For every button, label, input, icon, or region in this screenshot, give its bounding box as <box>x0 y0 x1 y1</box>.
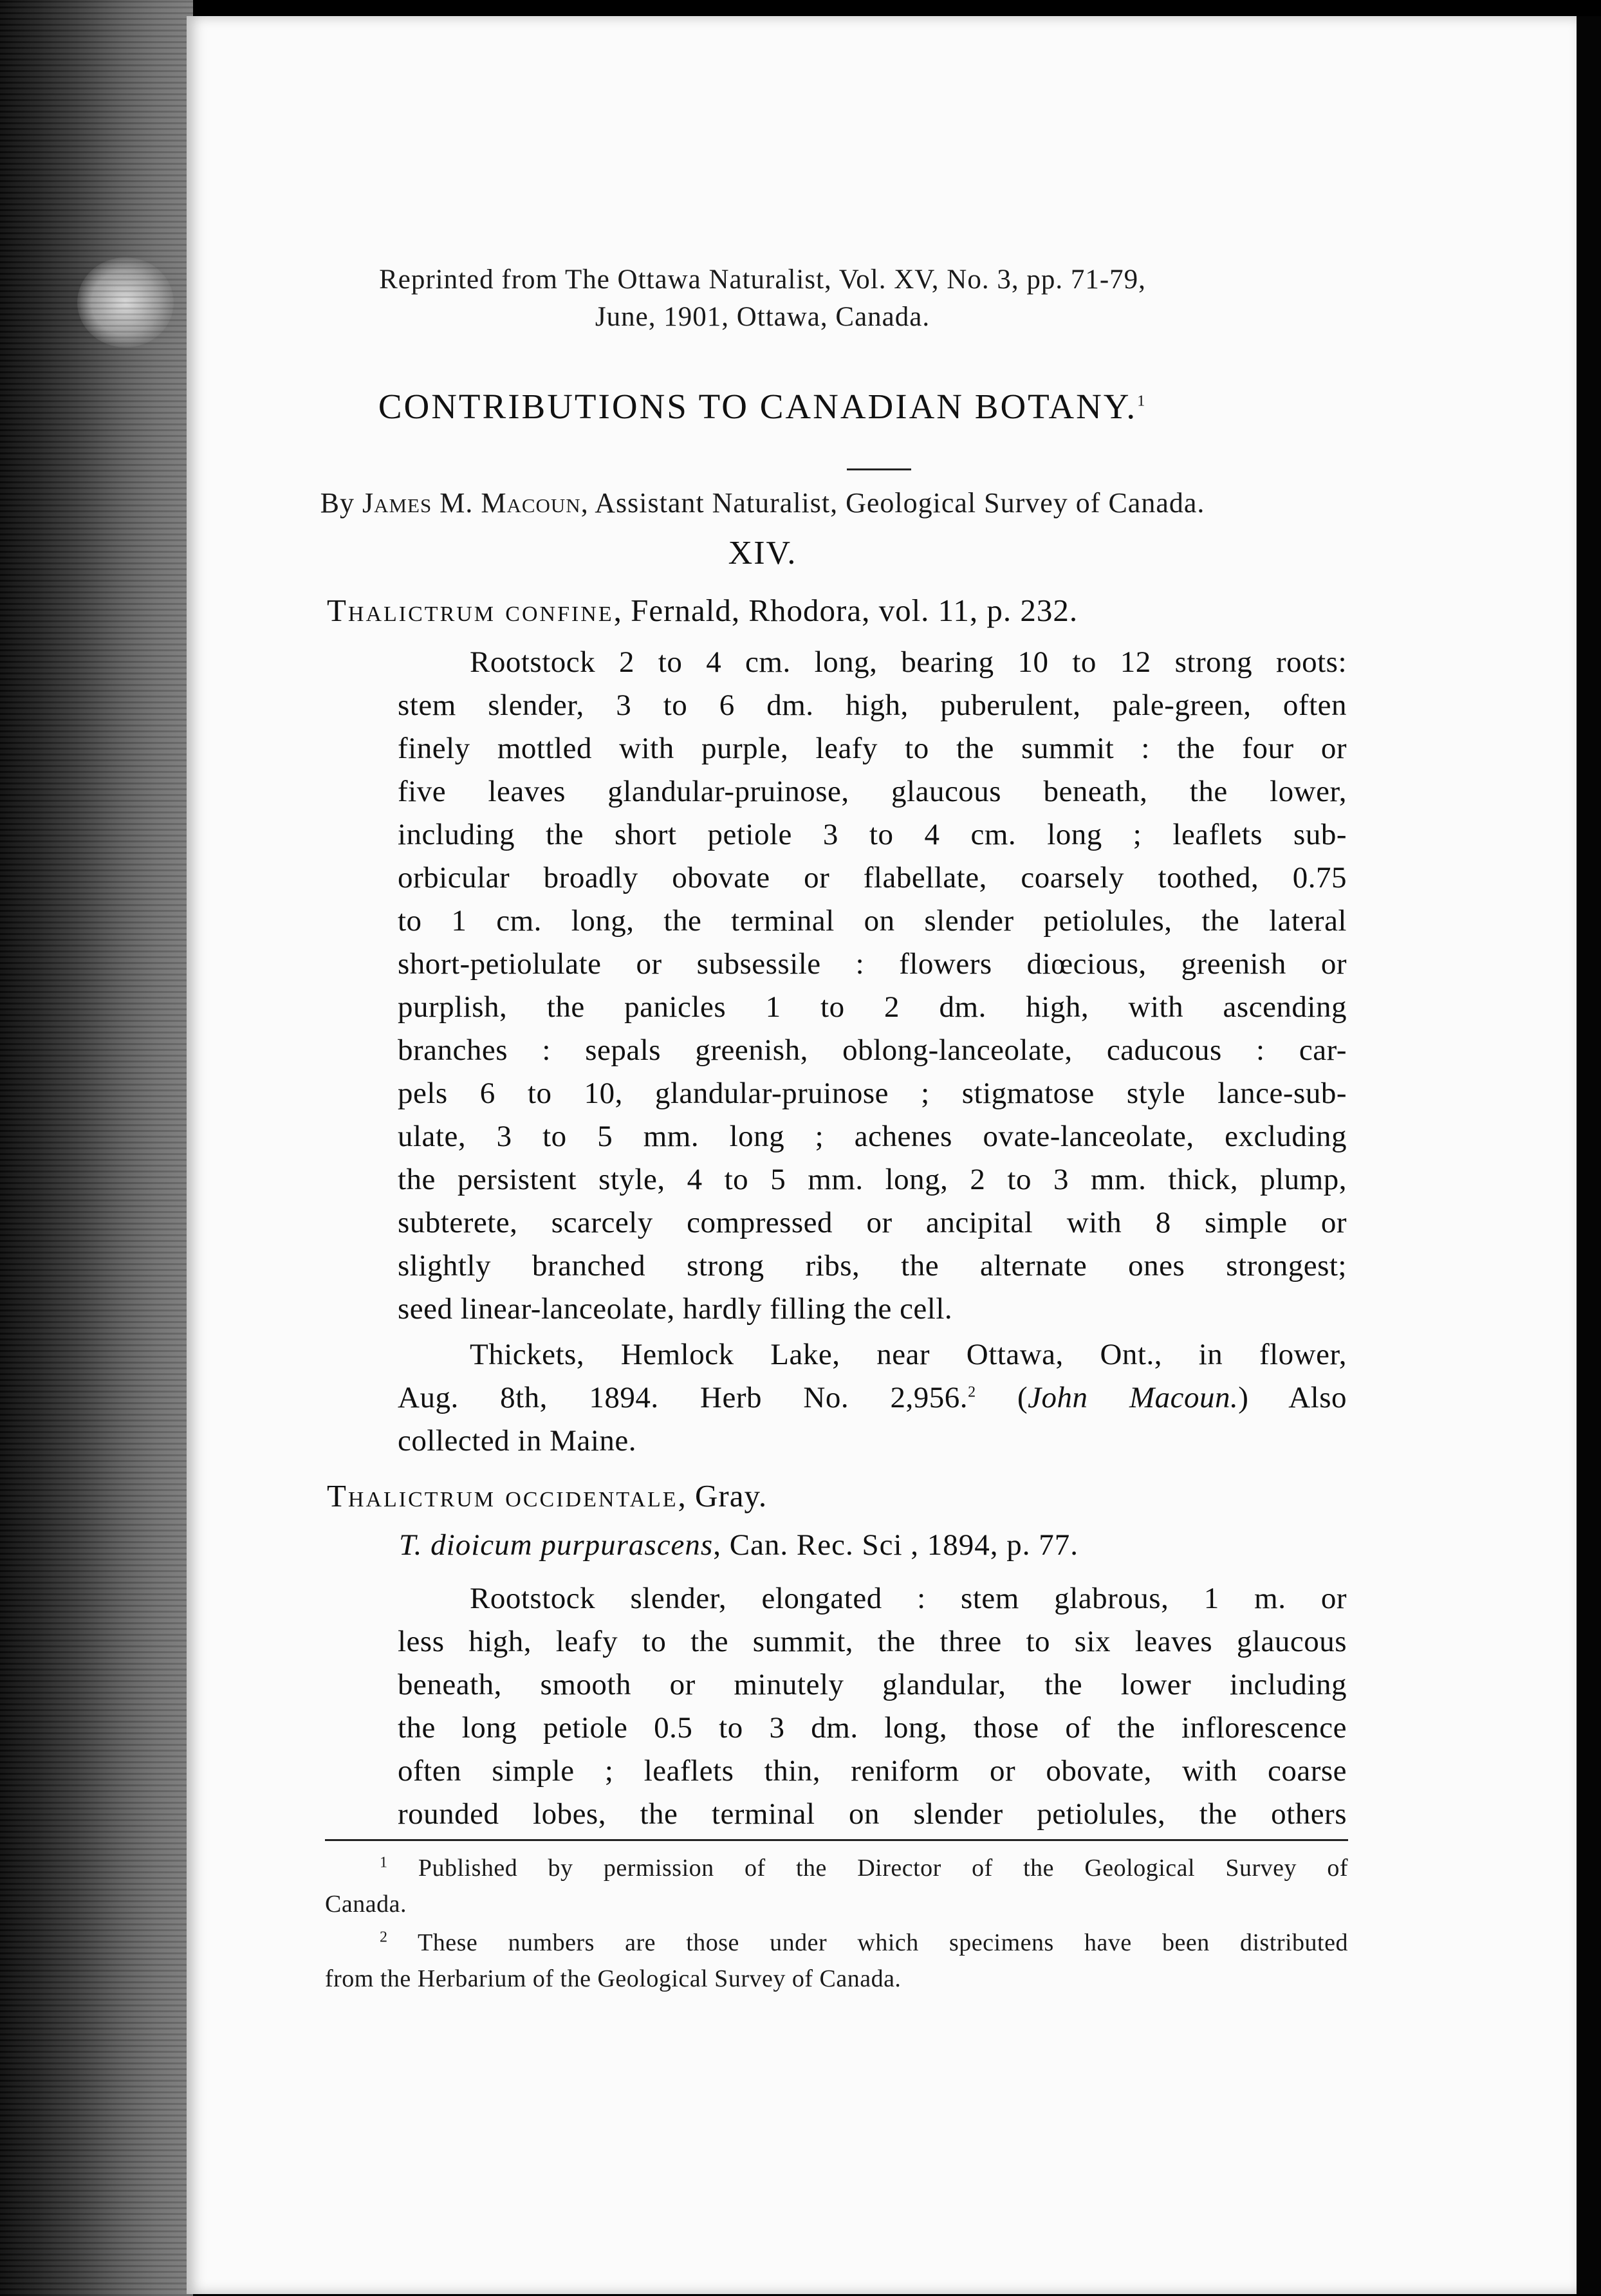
collector-open: ( <box>1017 1381 1028 1414</box>
collector-close: ) Also <box>1238 1381 1347 1414</box>
description-line: purplish, the panicles 1 to 2 dm. high, with ascending <box>398 990 1347 1024</box>
species-heading-1 <box>327 592 1078 629</box>
binding-strip <box>0 0 193 2296</box>
locality-line <box>398 1378 1347 1417</box>
reprint-notice-line1: Reprinted from The Ottawa Naturalist, Vol. XV, No. 3, pp. 71-79, <box>379 264 1146 295</box>
description-line: the long petiole 0.5 to 3 dm. long, those of the inflorescence <box>398 1711 1347 1745</box>
title-rule <box>847 468 911 470</box>
species-heading-2 <box>327 1477 767 1514</box>
scan-edge <box>1577 16 1601 2294</box>
description-line: less high, leafy to the summit, the three to six leaves glaucous <box>398 1625 1347 1658</box>
description-line: five leaves glandular-pruinose, glaucous beneath, the lower, <box>398 775 1347 808</box>
species-citation: , Gray. <box>678 1478 768 1514</box>
section-number: XIV. <box>728 535 797 571</box>
description-line: ulate, 3 to 5 mm. long ; achenes ovate-lanceolate, excluding <box>398 1120 1347 1153</box>
herb-footnote-mark: 2 <box>968 1384 976 1401</box>
description-line: Rootstock 2 to 4 cm. long, bearing 10 to 12 strong roots: <box>470 645 1347 679</box>
description-line: pels 6 to 10, glandular-pruinose ; stigmatose style lance-sub- <box>398 1077 1347 1110</box>
synonym-name: T. dioicum purpurascens <box>399 1528 714 1562</box>
footnote-text: These numbers are those under which specimens have been distributed <box>418 1929 1348 1956</box>
locality-date-herb: Aug. 8th, 1894. Herb No. 2,956. <box>398 1381 968 1414</box>
description-line: rounded lobes, the terminal on slender petiolules, the others <box>398 1797 1347 1831</box>
collector-name: John Macoun. <box>1028 1381 1239 1414</box>
description-line: seed linear-lanceolate, hardly filling the cell. <box>398 1292 953 1326</box>
author-name: James M. Macoun <box>362 487 581 519</box>
footnote-1-line1 <box>380 1852 1348 1884</box>
description-line: often simple ; leaflets thin, reniform or obovate, with coarse <box>398 1754 1347 1788</box>
synonym-citation: , Can. Rec. Sci , 1894, p. 77. <box>713 1528 1079 1562</box>
footnote-text: Published by permission of the Director of the Geological Survey of <box>418 1855 1349 1882</box>
article-title-text: CONTRIBUTIONS TO CANADIAN BOTANY. <box>378 387 1138 426</box>
synonym-line <box>399 1528 1078 1562</box>
species-name: Thalictrum occidentale <box>327 1478 678 1514</box>
species-name: Thalictrum confine <box>327 593 614 628</box>
locality-line: collected in Maine. <box>398 1424 636 1458</box>
binding-hole-mark <box>77 257 174 347</box>
title-footnote-mark: 1 <box>1137 393 1147 410</box>
description-line: the persistent style, 4 to 5 mm. long, 2 to 3 mm. thick, plump, <box>398 1163 1347 1196</box>
description-line: finely mottled with purple, leafy to the summit : the four or <box>398 732 1347 765</box>
article-title <box>167 386 1358 427</box>
description-line: including the short petiole 3 to 4 cm. long ; leaflets sub- <box>398 818 1347 851</box>
footnote-mark: 2 <box>380 1929 388 1946</box>
description-line: subterete, scarcely compressed or ancipital with 8 simple or <box>398 1206 1347 1239</box>
byline-prefix: By <box>320 487 355 519</box>
author-affiliation: , Assistant Naturalist, Geological Survey of Canada. <box>580 487 1205 519</box>
byline <box>167 486 1358 519</box>
footnote-1-line2: Canada. <box>325 1891 407 1918</box>
description-line: short-petiolulate or subsessile : flowers diœcious, greenish or <box>398 947 1347 981</box>
description-line: branches : sepals greenish, oblong-lanceolate, caducous : car- <box>398 1033 1347 1067</box>
description-line: Rootstock slender, elongated : stem glabrous, 1 m. or <box>470 1582 1347 1615</box>
species-citation: , Fernald, Rhodora, vol. 11, p. 232. <box>613 593 1078 628</box>
locality-line: Thickets, Hemlock Lake, near Ottawa, Ont., in flower, <box>470 1338 1347 1371</box>
description-line: slightly branched strong ribs, the alternate ones strongest; <box>398 1249 1347 1282</box>
description-line: orbicular broadly obovate or flabellate, coarsely toothed, 0.75 <box>398 861 1347 894</box>
footnote-2-line2: from the Herbarium of the Geological Survey of Canada. <box>325 1965 902 1992</box>
reprint-notice-line2: June, 1901, Ottawa, Canada. <box>595 302 930 332</box>
footnote-rule <box>325 1839 1348 1841</box>
description-line: to 1 cm. long, the terminal on slender petiolules, the lateral <box>398 904 1347 938</box>
footnote-2-line1 <box>380 1927 1348 1959</box>
footnote-mark: 1 <box>380 1854 388 1871</box>
description-line: stem slender, 3 to 6 dm. high, puberulent, pale-green, often <box>398 689 1347 722</box>
description-line: beneath, smooth or minutely glandular, the lower including <box>398 1668 1347 1701</box>
